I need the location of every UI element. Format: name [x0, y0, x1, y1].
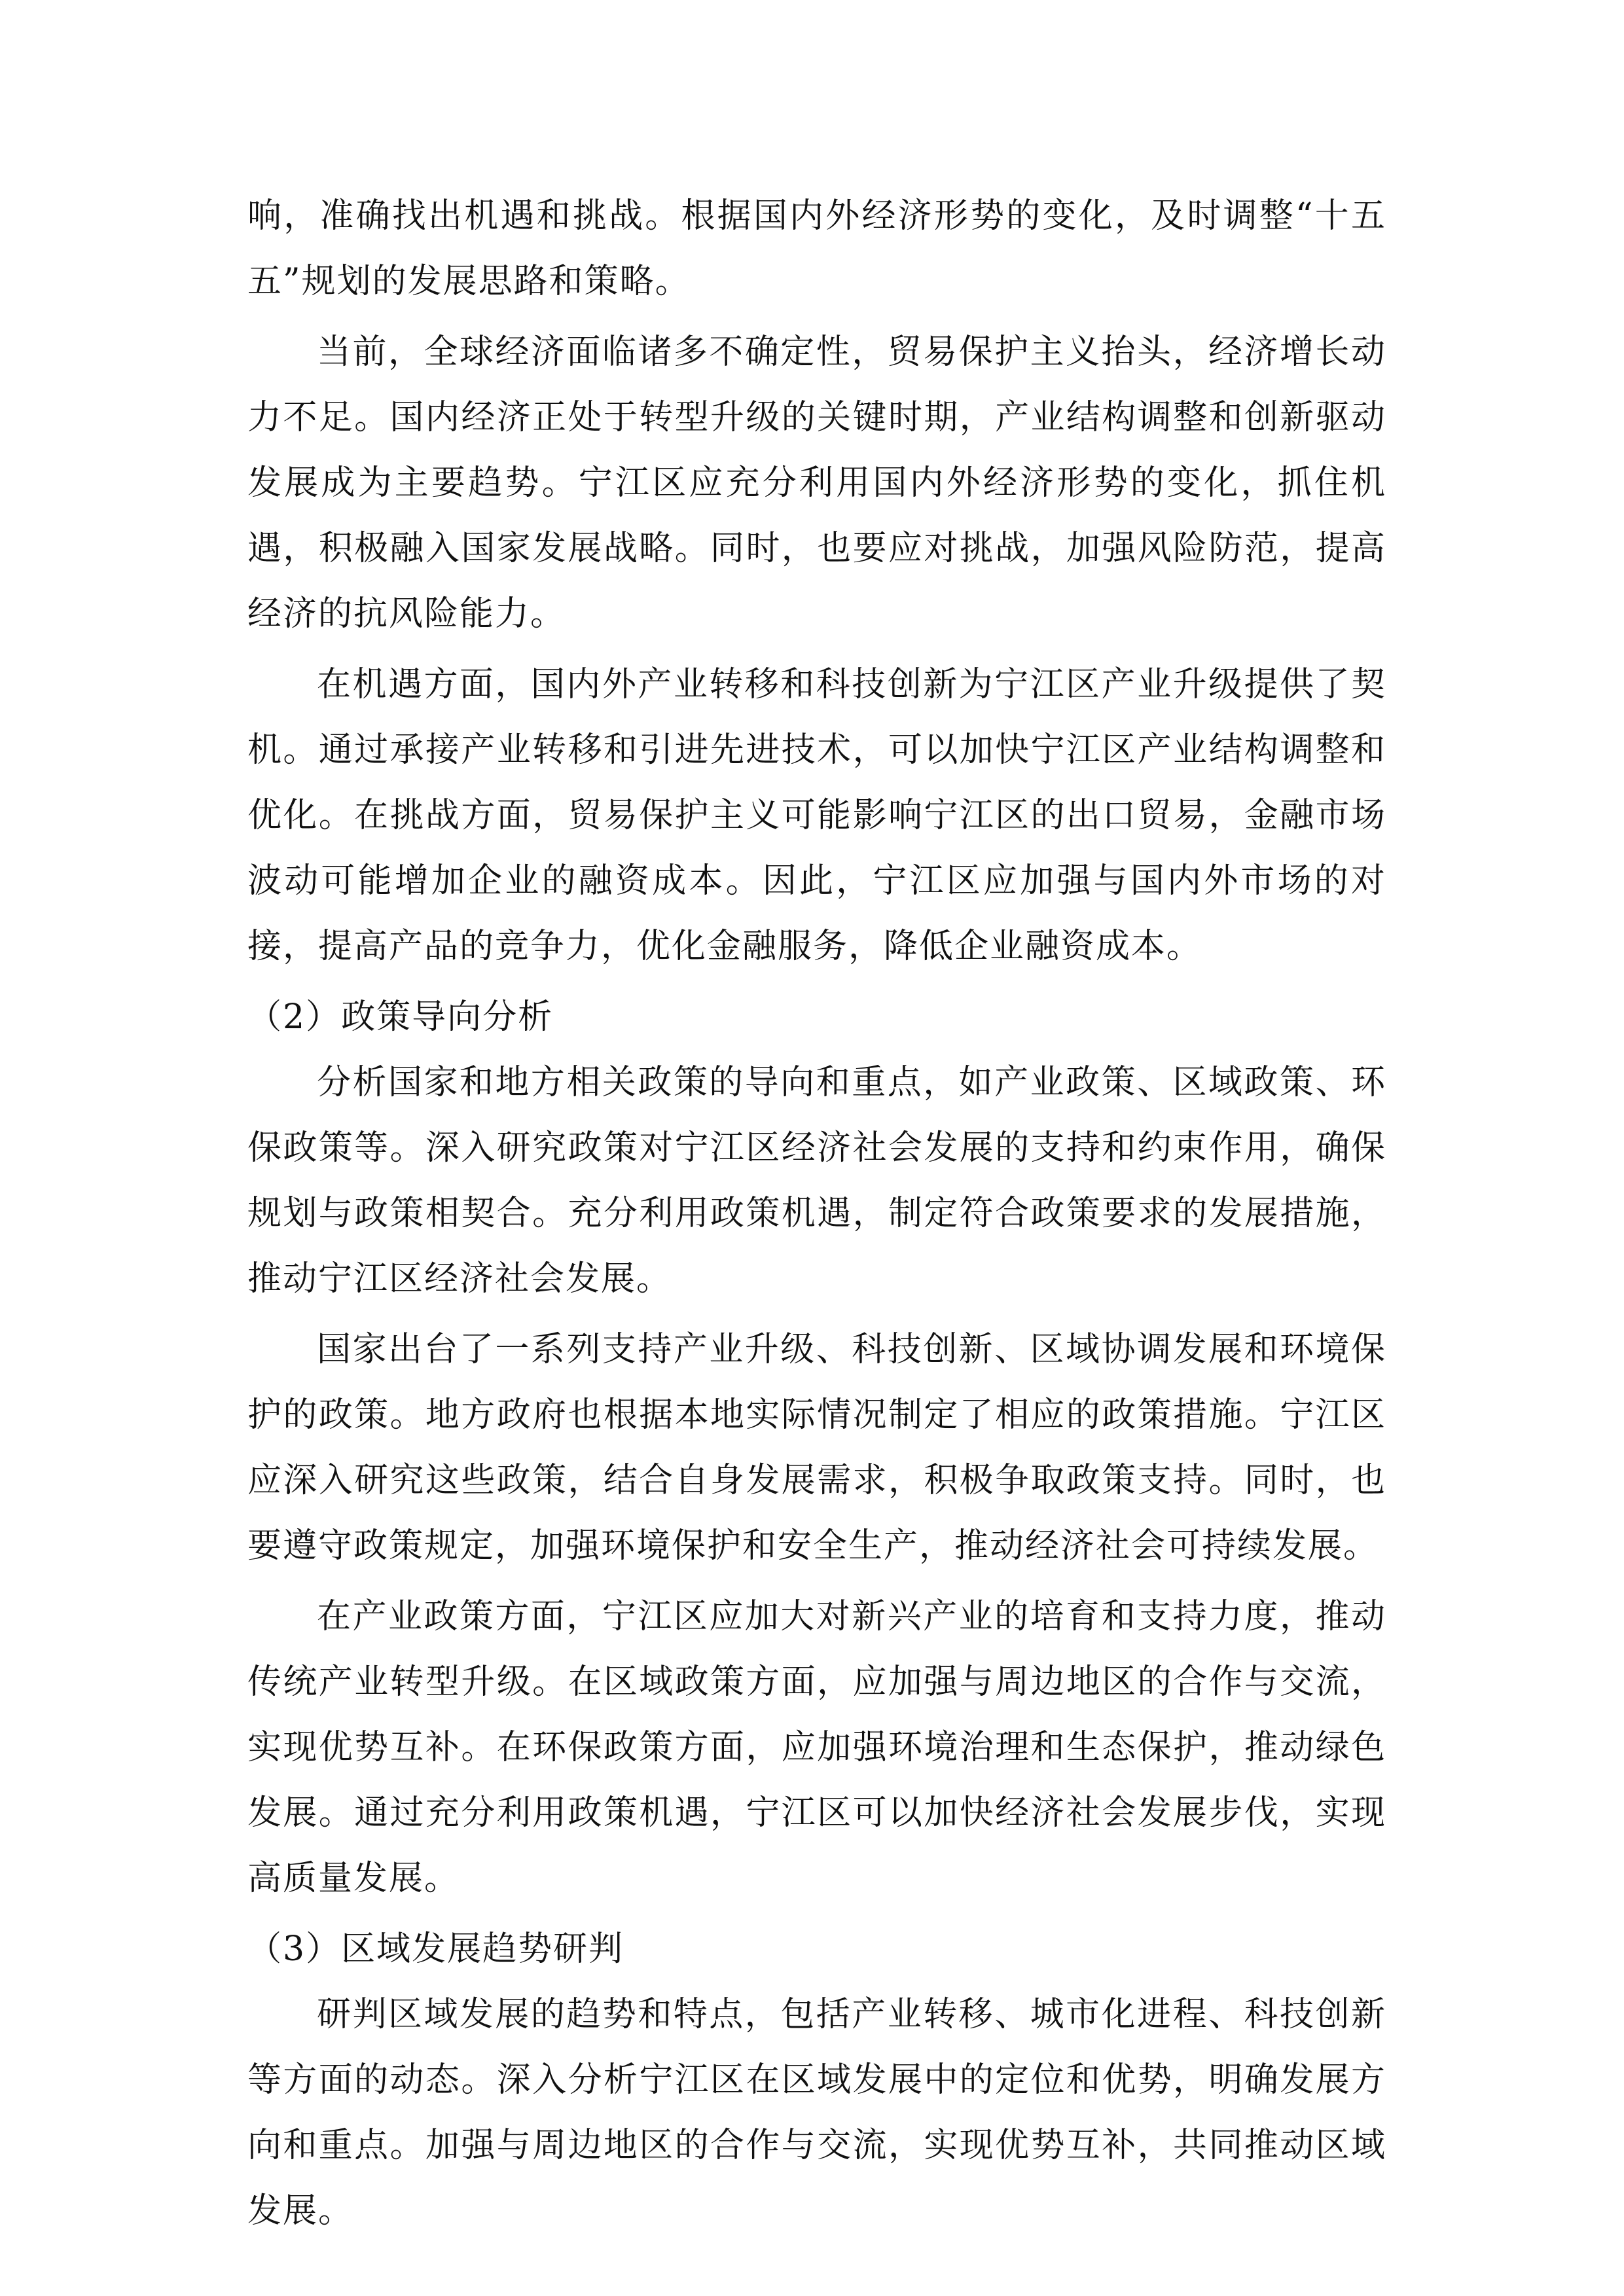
paragraph-regional-trends: 研判区域发展的趋势和特点，包括产业转移、城市化进程、科技创新等方面的动态。深入分析宁江区在区域发展中的定位和优势，明确发展方向和重点。加强与周边地区的合作与交流，实现优势互补，共同推动区域发展。 — [247, 1995, 1386, 2231]
paragraph-policy-analysis: 分析国家和地方相关政策的导向和重点，如产业政策、区域政策、环保政策等。深入研究政策对宁江区经济社会发展的支持和约束作用，确保规划与政策相契合。充分利用政策机遇，制定符合政策要求的发展措施，推动宁江区经济社会发展。 — [247, 1063, 1386, 1299]
paragraph-opportunities-challenges: 在机遇方面，国内外产业转移和科技创新为宁江区产业升级提供了契机。通过承接产业转移和引进先进技术，可以加快宁江区产业结构调整和优化。在挑战方面，贸易保护主义可能影响宁江区的出口贸易，金融市场波动可能增加企业的融资成本。因此，宁江区应加强与国内外市场的对接，提高产品的竞争力，优化金融服务，降低企业融资成本。 — [247, 665, 1386, 966]
document-page — [247, 183, 1386, 2244]
section-heading-policy-orientation: （2）政策导向分析 — [247, 997, 554, 1037]
paragraph-national-policies: 国家出台了一系列支持产业升级、科技创新、区域协调发展和环境保护的政策。地方政府也根据本地实际情况制定了相应的政策措施。宁江区应深入研究这些政策，结合自身发展需求，积极争取政策支持。同时，也要遵守政策规定，加强环境保护和安全生产，推动经济社会可持续发展。 — [247, 1330, 1386, 1566]
paragraph-policy-areas: 在产业政策方面，宁江区应加大对新兴产业的培育和支持力度，推动传统产业转型升级。在区域政策方面，应加强与周边地区的合作与交流，实现优势互补。在环保政策方面，应加强环境治理和生态保护，推动绿色发展。通过充分利用政策机遇，宁江区可以加快经济社会发展步伐，实现高质量发展。 — [247, 1597, 1386, 1898]
paragraph-global-economy: 当前，全球经济面临诸多不确定性，贸易保护主义抬头，经济增长动力不足。国内经济正处于转型升级的关键时期，产业结构调整和创新驱动发展成为主要趋势。宁江区应充分利用国内外经济形势的变化，抓住机遇，积极融入国家发展战略。同时，也要应对挑战，加强风险防范，提高经济的抗风险能力。 — [247, 332, 1386, 634]
paragraph-continuation: 响，准确找出机遇和挑战。根据国内外经济形势的变化，及时调整“十五五”规划的发展思路和策略。 — [247, 196, 1386, 301]
section-heading-regional-trends: （3）区域发展趋势研判 — [247, 1929, 624, 1969]
